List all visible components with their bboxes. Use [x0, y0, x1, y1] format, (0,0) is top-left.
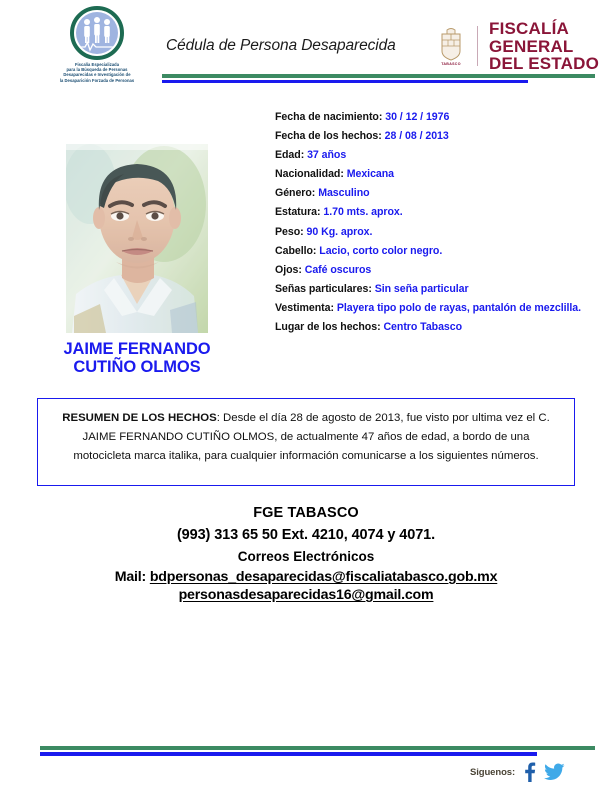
people-figures-icon: [76, 12, 118, 54]
detail-value: Playera tipo polo de rayas, pantalón de mezclilla.: [336, 301, 582, 314]
follow-us-label: Siguenos:: [470, 766, 516, 778]
header-rule-green: [162, 74, 595, 78]
caption-line-3: Desaparecidas e Investigación de: [63, 72, 131, 78]
summary-body: : Desde el día 28 de agosto de 2013, fue visto por ultima vez el C. JAIME FERNANDO CUTIÑO OLMOS, de actualmente 47 años de edad, a bordo de una motocicleta marca italika, para cualquier información comunicarse a los siguientes números.: [73, 412, 550, 462]
person-name: [32, 340, 242, 376]
detail-row: [275, 242, 600, 261]
document-header: [0, 0, 612, 95]
logo-divider: [477, 26, 478, 66]
twitter-icon[interactable]: [544, 762, 565, 782]
caption-line-1: Fiscalía Especializada: [74, 62, 120, 67]
detail-value: Café oscuros: [304, 263, 372, 276]
follow-us-block: [470, 762, 565, 782]
contact-email-row-2: [0, 587, 612, 603]
detail-label: Vestimenta:: [275, 301, 334, 314]
summary-heading: RESUMEN DE LOS HECHOS: [62, 412, 217, 424]
logo-disc: [76, 12, 118, 54]
person-details-list: [275, 108, 600, 337]
fiscalia-especializada-caption: [52, 62, 142, 83]
detail-label: Nacionalidad:: [275, 168, 344, 181]
detail-value: Lacio, corto color negro.: [319, 244, 443, 257]
detail-label: Cabello:: [275, 244, 317, 257]
detail-row: [275, 108, 600, 127]
detail-row: [275, 280, 600, 299]
detail-label: Fecha de los hechos:: [275, 130, 382, 143]
contact-organization: FGE TABASCO: [253, 505, 359, 521]
tabasco-shield-caption: TABASCO: [441, 61, 461, 66]
person-photo-image: [66, 144, 208, 333]
detail-label: Señas particulares:: [275, 282, 372, 295]
detail-value: Sin seña particular: [374, 282, 469, 295]
fge-wordmark-line-1: FISCALÍA: [489, 19, 569, 38]
caption-line-4: la Desaparición Forzada de Personas: [59, 77, 135, 83]
facebook-icon[interactable]: [522, 762, 537, 782]
detail-value: 28 / 08 / 2013: [384, 130, 449, 143]
fge-wordmark: [489, 20, 599, 73]
contact-block: [0, 505, 612, 603]
detail-row: [275, 299, 600, 318]
page-title: Cédula de Persona Desaparecida: [166, 37, 396, 54]
detail-label: Lugar de los hechos:: [275, 321, 381, 334]
detail-row: [275, 146, 600, 165]
detail-value: 1.70 mts. aprox.: [323, 206, 403, 219]
fge-wordmark-line-2: GENERAL: [489, 36, 574, 56]
caption-line-2: para la Búsqueda de Personas: [66, 67, 128, 73]
detail-row: [275, 127, 600, 146]
tabasco-coat-of-arms-icon: [437, 27, 465, 61]
contact-email-row-1: [0, 569, 612, 585]
detail-row: [275, 261, 600, 280]
fiscalia-general-logo: [434, 20, 599, 73]
detail-label: Edad:: [275, 149, 305, 162]
detail-value: Centro Tabasco: [383, 321, 463, 334]
people-circle-icon: [70, 6, 124, 60]
footer-rule-green: [40, 746, 595, 750]
detail-label: Género:: [275, 187, 316, 200]
detail-value: 90 Kg. aprox.: [306, 225, 373, 238]
email-link-primary[interactable]: bdpersonas_desaparecidas@fiscaliatabasco.gob.mx: [149, 569, 498, 585]
person-photo: [66, 144, 208, 333]
fge-wordmark-line-3: DEL ESTADO: [489, 54, 599, 73]
detail-row: [275, 184, 600, 203]
detail-row: [275, 223, 600, 242]
detail-label: Ojos:: [275, 263, 302, 276]
detail-row: [275, 318, 600, 337]
detail-value: 37 años: [307, 149, 347, 162]
summary-text: [38, 399, 574, 466]
tabasco-shield: [434, 27, 468, 66]
contact-phone: (993) 313 65 50 Ext. 4210, 4074 y 4071.: [176, 527, 436, 543]
detail-value: Masculino: [318, 187, 370, 200]
header-rule-blue: [162, 80, 528, 84]
detail-label: Peso:: [275, 225, 304, 238]
contact-mail-heading: Correos Electrónicos: [237, 549, 375, 564]
person-name-line-2: CUTIÑO OLMOS: [73, 358, 201, 376]
detail-value: Mexicana: [346, 168, 395, 181]
footer-rule-blue: [40, 752, 537, 756]
person-name-line-1: JAIME FERNANDO: [63, 340, 211, 358]
mail-prefix-label: Mail:: [114, 569, 147, 585]
detail-row: [275, 165, 600, 184]
detail-label: Estatura:: [275, 206, 321, 219]
detail-value: 30 / 12 / 1976: [385, 111, 450, 123]
summary-box: [37, 398, 575, 486]
email-link-secondary[interactable]: personasdesaparecidas16@gmail.com: [178, 587, 434, 603]
detail-label: Fecha de nacimiento:: [275, 111, 383, 123]
fiscalia-especializada-logo: [52, 6, 142, 88]
detail-row: [275, 203, 600, 222]
